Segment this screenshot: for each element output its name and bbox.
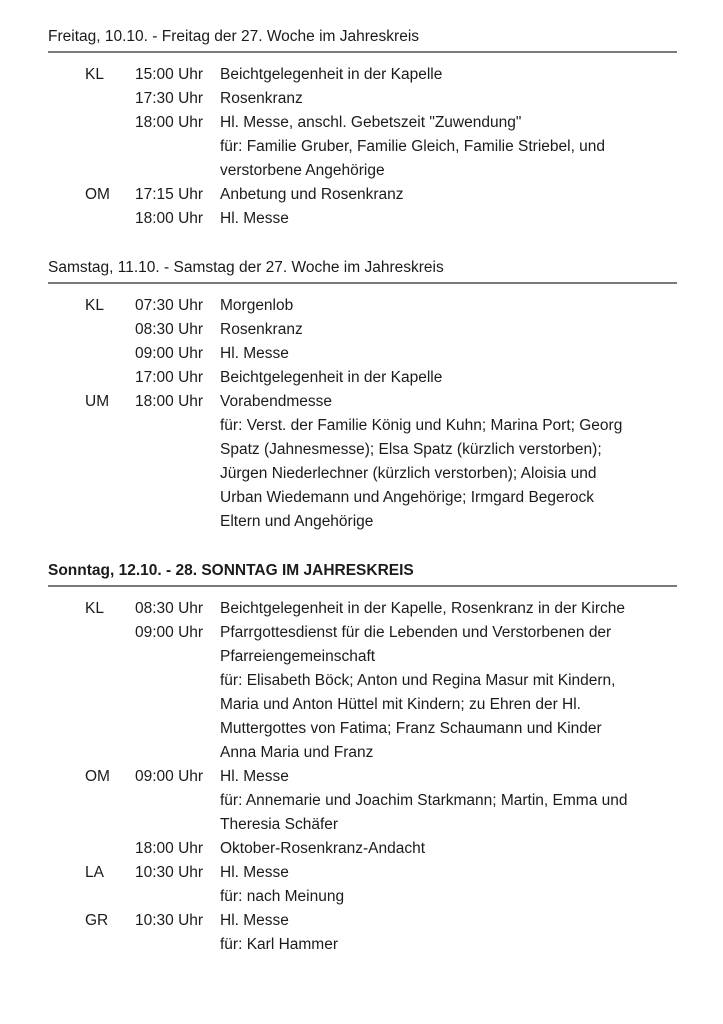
location-code bbox=[85, 366, 135, 390]
schedule-row bbox=[48, 207, 677, 231]
event-time: 09:00 Uhr bbox=[135, 624, 204, 641]
day-section bbox=[48, 259, 677, 534]
day-section bbox=[48, 562, 677, 957]
location-code bbox=[85, 135, 135, 159]
location-code: UM bbox=[85, 393, 110, 410]
location-code bbox=[85, 342, 135, 366]
schedule-row bbox=[48, 390, 677, 414]
event-text: für: Familie Gruber, Familie Gleich, Familie Striebel, und bbox=[220, 138, 606, 155]
location-code bbox=[85, 837, 135, 861]
schedule-row bbox=[48, 342, 677, 366]
event-time bbox=[135, 135, 220, 159]
event-time bbox=[135, 933, 220, 957]
event-time bbox=[135, 645, 220, 669]
day-header: Sonntag, 12.10. - 28. SONNTAG IM JAHRESKREIS bbox=[48, 562, 677, 587]
schedule-row bbox=[48, 909, 677, 933]
event-text: Hl. Messe bbox=[220, 345, 289, 362]
event-text: Hl. Messe bbox=[220, 864, 289, 881]
event-time: 10:30 Uhr bbox=[135, 912, 204, 929]
event-text: Hl. Messe bbox=[220, 912, 289, 929]
location-code bbox=[85, 87, 135, 111]
schedule-row bbox=[48, 159, 677, 183]
schedule-row bbox=[48, 597, 677, 621]
schedule-row bbox=[48, 318, 677, 342]
location-code bbox=[85, 645, 135, 669]
schedule-row bbox=[48, 789, 677, 813]
event-time: 17:30 Uhr bbox=[135, 90, 204, 107]
event-time: 10:30 Uhr bbox=[135, 864, 204, 881]
schedule-row bbox=[48, 813, 677, 837]
event-text: Hl. Messe, anschl. Gebetszeit "Zuwendung" bbox=[220, 114, 522, 131]
schedule-document bbox=[48, 28, 677, 957]
schedule-row bbox=[48, 183, 677, 207]
event-text: Theresia Schäfer bbox=[220, 816, 339, 833]
schedule-row bbox=[48, 741, 677, 765]
event-text: Hl. Messe bbox=[220, 768, 289, 785]
event-time bbox=[135, 510, 220, 534]
schedule-row bbox=[48, 669, 677, 693]
schedule-row bbox=[48, 111, 677, 135]
event-text: Anna Maria und Franz bbox=[220, 744, 374, 761]
schedule-row bbox=[48, 861, 677, 885]
location-code bbox=[85, 462, 135, 486]
location-code bbox=[85, 693, 135, 717]
location-code bbox=[85, 438, 135, 462]
schedule-row bbox=[48, 438, 677, 462]
location-code bbox=[85, 159, 135, 183]
location-code bbox=[85, 486, 135, 510]
schedule-row bbox=[48, 87, 677, 111]
location-code bbox=[85, 933, 135, 957]
event-text: für: Annemarie und Joachim Starkmann; Martin, Emma und bbox=[220, 792, 628, 809]
event-text: Rosenkranz bbox=[220, 90, 303, 107]
schedule-row bbox=[48, 486, 677, 510]
event-text: Jürgen Niederlechner (kürzlich verstorben); Aloisia und bbox=[220, 465, 597, 482]
schedule-row bbox=[48, 366, 677, 390]
schedule-row bbox=[48, 765, 677, 789]
event-time: 18:00 Uhr bbox=[135, 210, 204, 227]
event-time: 07:30 Uhr bbox=[135, 297, 204, 314]
event-time bbox=[135, 885, 220, 909]
event-text: Maria und Anton Hüttel mit Kindern; zu Ehren der Hl. bbox=[220, 696, 581, 713]
event-text: verstorbene Angehörige bbox=[220, 162, 385, 179]
schedule-row bbox=[48, 462, 677, 486]
location-code bbox=[85, 414, 135, 438]
event-time bbox=[135, 789, 220, 813]
event-time: 08:30 Uhr bbox=[135, 321, 204, 338]
location-code bbox=[85, 318, 135, 342]
event-text: Vorabendmesse bbox=[220, 393, 333, 410]
location-code bbox=[85, 741, 135, 765]
event-time: 09:00 Uhr bbox=[135, 768, 204, 785]
event-time: 15:00 Uhr bbox=[135, 66, 204, 83]
event-text: Pfarrgottesdienst für die Lebenden und Verstorbenen der bbox=[220, 624, 612, 641]
schedule-row bbox=[48, 63, 677, 87]
event-time bbox=[135, 486, 220, 510]
schedule-row bbox=[48, 510, 677, 534]
event-text: Oktober-Rosenkranz-Andacht bbox=[220, 840, 426, 857]
day-rows bbox=[48, 587, 677, 957]
location-code: LA bbox=[85, 864, 104, 881]
event-time bbox=[135, 693, 220, 717]
location-code bbox=[85, 669, 135, 693]
event-text: Beichtgelegenheit in der Kapelle bbox=[220, 66, 443, 83]
event-text: Hl. Messe bbox=[220, 210, 289, 227]
event-text: Beichtgelegenheit in der Kapelle, Rosenkranz in der Kirche bbox=[220, 600, 625, 617]
event-text: für: Elisabeth Böck; Anton und Regina Masur mit Kindern, bbox=[220, 672, 616, 689]
day-header: Freitag, 10.10. - Freitag der 27. Woche im Jahreskreis bbox=[48, 28, 677, 53]
day-rows bbox=[48, 284, 677, 534]
day-rows bbox=[48, 53, 677, 231]
event-text: Muttergottes von Fatima; Franz Schaumann und Kinder bbox=[220, 720, 602, 737]
event-text: Anbetung und Rosenkranz bbox=[220, 186, 404, 203]
event-text: für: nach Meinung bbox=[220, 888, 345, 905]
event-time: 18:00 Uhr bbox=[135, 114, 204, 131]
schedule-row bbox=[48, 135, 677, 159]
event-time bbox=[135, 438, 220, 462]
location-code bbox=[85, 813, 135, 837]
schedule-row bbox=[48, 717, 677, 741]
event-time bbox=[135, 813, 220, 837]
schedule-row bbox=[48, 414, 677, 438]
location-code bbox=[85, 789, 135, 813]
location-code bbox=[85, 111, 135, 135]
event-text: Morgenlob bbox=[220, 297, 294, 314]
event-time bbox=[135, 159, 220, 183]
schedule-row bbox=[48, 621, 677, 645]
location-code bbox=[85, 207, 135, 231]
location-code: KL bbox=[85, 66, 104, 83]
event-time: 17:00 Uhr bbox=[135, 369, 204, 386]
event-text: Rosenkranz bbox=[220, 321, 303, 338]
event-time: 08:30 Uhr bbox=[135, 600, 204, 617]
event-time: 09:00 Uhr bbox=[135, 345, 204, 362]
schedule-row bbox=[48, 693, 677, 717]
event-text: Beichtgelegenheit in der Kapelle bbox=[220, 369, 443, 386]
schedule-row bbox=[48, 645, 677, 669]
location-code bbox=[85, 510, 135, 534]
location-code bbox=[85, 885, 135, 909]
event-time bbox=[135, 741, 220, 765]
event-text: für: Karl Hammer bbox=[220, 936, 338, 953]
schedule-row bbox=[48, 885, 677, 909]
event-text: Eltern und Angehörige bbox=[220, 513, 374, 530]
event-time: 18:00 Uhr bbox=[135, 393, 204, 410]
schedule-row bbox=[48, 294, 677, 318]
location-code: OM bbox=[85, 186, 110, 203]
location-code: KL bbox=[85, 600, 104, 617]
schedule-row bbox=[48, 933, 677, 957]
event-time bbox=[135, 669, 220, 693]
event-time bbox=[135, 717, 220, 741]
event-time bbox=[135, 414, 220, 438]
day-section bbox=[48, 28, 677, 231]
event-text: Spatz (Jahnesmesse); Elsa Spatz (kürzlich verstorben); bbox=[220, 441, 602, 458]
location-code: OM bbox=[85, 768, 110, 785]
location-code: KL bbox=[85, 297, 104, 314]
location-code bbox=[85, 621, 135, 645]
event-text: für: Verst. der Familie König und Kuhn; Marina Port; Georg bbox=[220, 417, 623, 434]
event-time: 18:00 Uhr bbox=[135, 840, 204, 857]
event-text: Pfarreiengemeinschaft bbox=[220, 648, 376, 665]
location-code bbox=[85, 717, 135, 741]
location-code: GR bbox=[85, 912, 109, 929]
event-text: Urban Wiedemann und Angehörige; Irmgard Begerock bbox=[220, 489, 594, 506]
event-time bbox=[135, 462, 220, 486]
event-time: 17:15 Uhr bbox=[135, 186, 204, 203]
schedule-row bbox=[48, 837, 677, 861]
day-header: Samstag, 11.10. - Samstag der 27. Woche im Jahreskreis bbox=[48, 259, 677, 284]
